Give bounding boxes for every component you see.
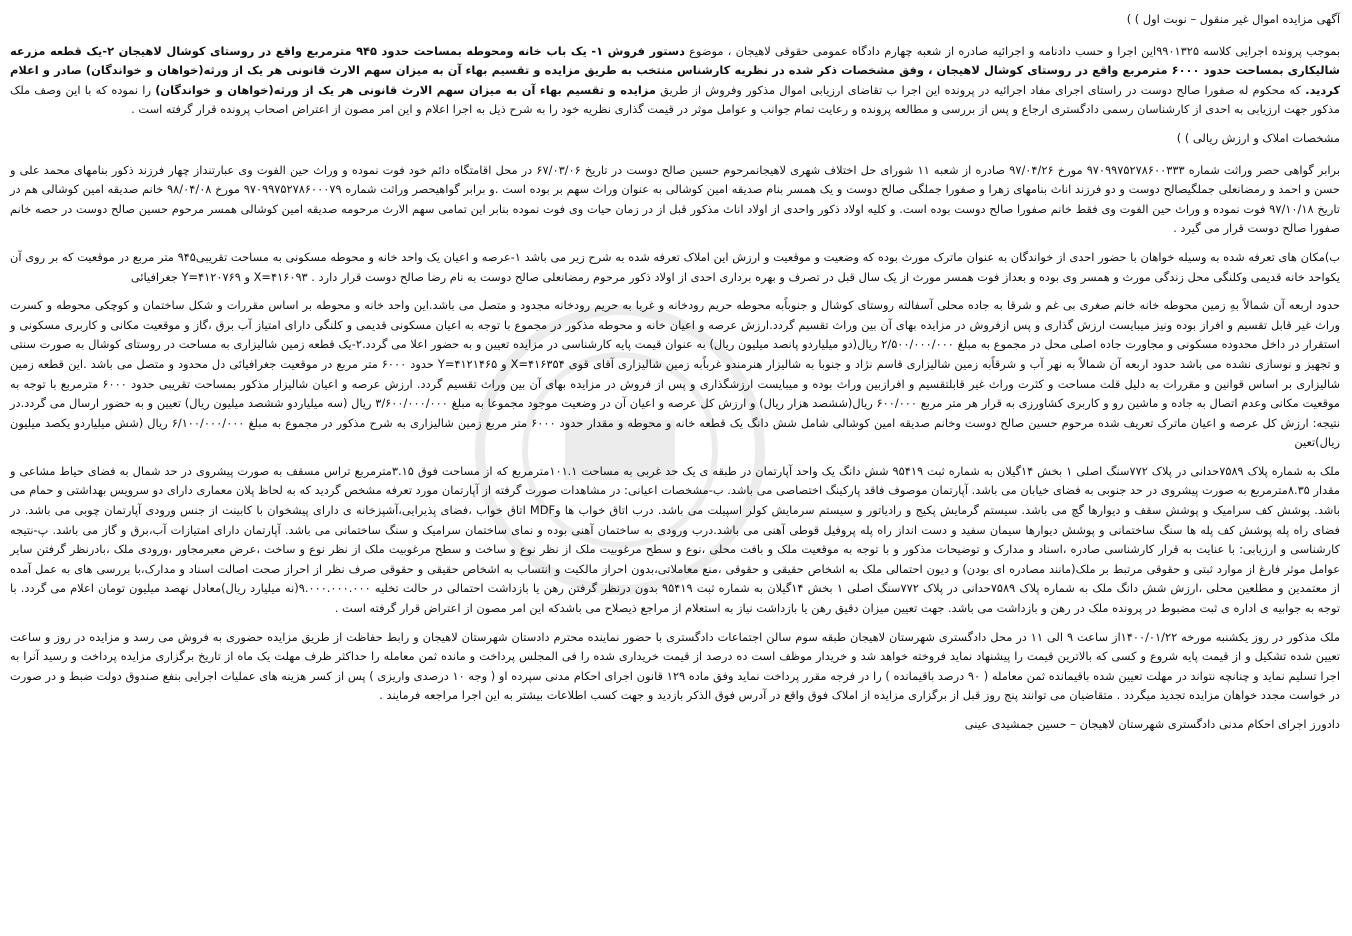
apartment-paragraph: ملک به شماره پلاک ۷۵۸۹حدانی در پلاک ۷۷۲سنگ اصلی ۱ بخش ۱۴گیلان به شماره ثبت ۹۵۴۱۹ شش دانگ یک واحد آپارتمان در طبقه ی یک حد غربی به مساحت ۱۰۱.۱مترمربع که از مساحت فوق ۳.۱۵مترمربع تراس مسقف به صورت پیشروی در حد شمال به فضای حیاط مشاعی و مقدار ۸.۳۵مترمربع به صورت پیشروی در حد جنوبی به فضای خیابان می باشد. آپارتمان موصوف فاقد پارکینگ اختصاصی می باشد. ب-مشخصات اعیانی: در مشاهدات صورت گرفته از آپارتمان مورد تعرفه مشخص گردید که به لحاظ پلان معماری دارای دو سرویس بهداشتی و حمام می باشد. پوشش کف سرامیک و پوشش سقف و دیوارها گچ می باشد. سیستم گرمایش پکیج و رادیاتور و سیستم سرمایش کولر اسپیلت می باشد. درب اتاق خواب ها وMDF اتاق خواب ،فضای پذیرایی،آشپزخانه ی دارای پیشخوان با کابینت از جنس ورودی آپارتمان چوبی می باشد. در فضای راه پله پوشش کف پله ها سنگ ساختمانی و پوشش دیوارها سیمان سفید و دست انداز راه پله پروفیل قوطی آهنی می باشد.درب ورودی به ساختمان آهنی بوده و نمای ساختمان سرامیک و سنگ ساختمانی می باشد. آپارتمان دارای امتیازات آب،برق و گاز می باشد. پ-نتیجه کارشناسی و ارزیابی: با عنایت به قرار کارشناسی صادره ،اسناد و مدارک و توضیحات مذکور و با توجه به موقعیت ملک و بافت محلی ،نوع و سطح مرغوبیت ملک از نظر نوع و ساخت و سطح مرغوبیت ملک از نظر نوع و ساخت ،عرض معبرمجاور ،ورودی ملک ،بادرنظر گرفتن سایر عوامل موثر فارغ از موارد ثبتی و حقوقی مرتبط بر ملک(مانند مصادره ای بودن) و دیون احتمالی ملک به اشخاص حقیقی و حقوقی ،منع معاملاتی،بدون احراز مالکیت و انتساب به اشخاص حقیقی و حقوقی صرف نظر از احراز صحت اصالت اسناد و مدارک،با بررسی های به عمل آمده از معتمدین و مطلعین محلی ،ارزش شش دانگ ملک به شماره پلاک ۷۵۸۹حدانی در پلاک ۷۷۲سنگ اصلی ۱ بخش ۱۴گیلان به شماره ثبت ۹۵۴۱۹ بدون درنظر گرفتن رهن یا بازداشت احتمالی در حالت تخلیه ۹.۰۰۰.۰۰۰.۰۰۰(نه میلیارد ریال)معادل نهصد میلیون تومان اعلام می گردد. با توجه به جوابیه ی اداره ی ثبت مضبوط در پرونده ملک در رهن و بازداشت می باشد. جهت تعیین میزان دقیق رهن یا بازداشت نیاز به استعلام از مراجع ذیصلاح می باشدکه این امر مصون از اعتراض قرار گرفته است .: [10, 463, 1340, 616]
notice-heading: آگهی مزایده اموال غیر منقول – نوبت اول ) ): [1126, 12, 1340, 26]
inheritance-paragraph: برابر گواهی حصر وراثت شماره ۹۷۰۹۹۷۵۲۷۸۶۰۰۳۳۳ مورخ ۹۷/۰۴/۲۶ صادره از شعبه ۱۱ شورای حل اختلاف شهری لاهیجانمرحوم حسین صالح دوست در تاریخ ۶۷/۰۳/۰۶ در محل اقامتگاه دائم خود فوت نموده و وراث حین الفوت وی عبارتنداز چهار فرزند ذکور بنامهای محمد علی و حسن و احمد و رمضانعلی جملگیصالح دوست و دو فرزند اناث بنامهای زهرا و صفورا جملگی صالح دوست و یک همسر بنام صدیقه امین کوشالی به عنوان وراث سهم بر بوده است .و برابر گواهیحصر وراثت شماره ۹۷۰۹۹۷۵۲۷۸۶۰۰۰۷۹ مورخ ۹۸/۰۴/۰۸ خانم صدیقه امین کوشالی هم در تاریخ ۹۷/۱۰/۱۸ فوت نموده و وراث حین الفوت وی فقط خانم صفورا صالح دوست بوده است. و کلیه اولاد ذکور واحدی از اولاد اناث مذکور قبل از در زمان حیات وی فوت نموده بنابر این تمامی سهم الارث مرحومه صدیقه امین کوشالی همسر مرحوم حسین صالح دوست در حصه خانم صفورا صالح دوست قرار می گیرد .: [10, 162, 1340, 236]
boundaries-valuation-paragraph: حدود اربعه آن شمالاً بهِ زمین محوطه خانه خانم صغری بی غم و شرقا به جاده محلی آسفالته روستای کوشال و جنوباًبه محوطه حریم رودخانه و غربا به حریم رودخانه مجدود و متصل می باشد.این واحد خانه و محوطه بر اساس مقررات و شکل ساختمان و کوچکی محوطه و کسرت وراث غیر قابل تقسیم و افراز بوده ونیز میبایست ارزش گذاری و پس ازفروش در مزایده بهای آن بین وراث تقسیم گردد.ارزش عرصه و اعیان خانه و محوطه مذکور در مجموع با توجه به اعیان مسکونی قدیمی و کلنگی دارای امتیاز آب برق ،گاز و موقعیت مکانی و کاربری مسکونی و استقرار در داخل محدوده مسکونی و مجاورت جاده اصلی محل در مجموع به مبلغ ۲/۵۰۰/۰۰۰/۰۰۰ ریال(دو میلیاردو پانصد میلیون ریال) به عنوان قیمت پایه کارشناسی در مزایده تعیین و به حضور اعلا می گردد.۲-یک قطعه زمین شالیزاری به مساحت در روستای کوشال به صورت سنتی و تجهیز و نوسازی نشده می باشد حدود اربعه آن شمالاً به نهر آب و شرقاًبه زمین شالیزاری قاسم نژاد و جنوبا به شالیزار هنرمندو غرباًبه زمین شالیزاری آقای قوی ۴۱۶۳۵۴=X و ۴۱۲۱۴۶۵=Y حدود ۶۰۰۰ متر مربع در موقعیت جغرافیائی دل محدود و متصل می باشد .این قطعه زمین شالیزاری بر اساس قوانین و مقررات به دلیل قلت مساحت و کثرت وراث غیر قابلتقسیم و افرازبین وراث بوده و میبایست ارزشگذاری و پس از فروش در مزایده بهای آن بین وراث تقسیم گردد. ارزش عرصه و اعیان شالیزار مذکور بمساحت تقریبی حدود ۶۰۰۰ مترمربع با توجه به موقعیت مکانی وعدم اتصال به جاده و ماشین رو و کاربری کشاورزی به قرار هر متر مربع ۶۰۰/۰۰۰ ریال(ششصد هزار ریال) و ارزش کل عرصه و اعیان آن در وضعیت موجود مجموعا به مبلغ ۳/۶۰۰/۰۰۰/۰۰۰ ریال (سه میلیاردو ششصد میلیون ریال) تعیین و به حضور ارسال می گردد.در نتیجه: ارزش کل عرصه و اعیان ماترک تعریف شده مرحوم حسین صالح دوست وخانم صدیقه امین کوشالی شامل شش دانگ یک قطعه خانه و محوطه و مقدار حدود ۶۰۰۰ متر مربع زمین شالیزاری به شرح مذکور در مجموع به مبلغ ۶/۱۰۰/۰۰۰/۰۰۰ ریال (شش میلیاردو یکصد میلیون ریال)تعین: [10, 298, 1341, 450]
auction-method-text: مزایده و تقسیم بهاء آن به میزان سهم الارث قانونی هر یک از ورثه(خواهان و خواندگان): [155, 82, 656, 97]
signature-line: دادورز اجرای احکام مدنی دادگستری شهرستان لاهیجان – حسین جمشیدی عینی: [964, 717, 1340, 731]
sale-order-text: دستور فروش ۱- یک باب خانه ومحوطه بمساحت حدود ۹۴۵ مترمربع واقع در روستای کوشال لاهیجان ۲-یک قطعه مزرعه شالیکاری بمساحت حدود ۶۰۰۰ مترمربع واقع در روستای کوشال لاهیجان ، وفق مشخصات ذکر شده در نظریه کارشناس منتخب به طریق مزایده و تقسیم بهاء آن به میزان سهم الارث قانونی هر یک از ورثه(خواهان و خواندگان) صادر و اعلام کردید.: [10, 43, 1340, 97]
auction-terms-paragraph: ملک مذکور در روز یکشنبه مورخه ۱۴۰۰/۰۱/۲۲از ساعت ۹ الی ۱۱ در محل دادگستری شهرستان لاهیجان طبقه سوم سالن اجتماعات دادگستری با حضور نماینده محترم دادستان شهرستان لاهیجان و رابط حفاظت از طریق مزایده حضوری به فروش می رسد و مزایده در روز و ساعت تعیین شده تشکیل و از قیمت پایه شروع و کسی که بالاترین قیمت را پیشنهاد نماید فروخته خواهد شد و خریدار موظف است ده درصد از قیمت خریداری شده را فی المجلس پرداخت و مانده ثمن معامله را حداکثر ظرف مهلت یک ماه از تاریخ برگزاری مزایده پرداخت و رسید آنرا به اجرا تسلیم نماید و چنانچه نتواند در مهلت تعیین شده باقیمانده ثمن معامله ( ۹۰ درصد باقیمانده ) را در فرجه مقرر پرداخت نماید وفق ماده ۱۲۹ قانون اجرای احکام مدنی سپرده او ( وجه ۱۰ درصدی واریزی ) پس از کسر هزینه های عملیات اجرایی بنفع صندوق دولت ضبط و در صورت در خواست مجدد خواهان مزایده تجدید میگردد . متقاضیان می توانند پنج روز قبل از برگزاری مزایده از املاک فوق واقع در آدرس فوق الذکر بازدید و جهت کسب اطلاعات بیشتر به این اجرا مراجعه فرمایند .: [10, 629, 1341, 703]
house-property-paragraph: ب)مکان های تعرفه شده به وسیله خواهان با حضور احدی از خواندگان به عنوان ماترک مورث بوده که وضعیت و موقعیت و ارزش این املاک تعرفه شده به شرح زیر می باشد ۱-عرصه و اعیان یک واحد خانه و محوطه مسکونی به مساحت تقریبی۹۴۵ متر مربع در موقعیت که بر روی آن یکواحد خانه قدیمی وکلنگی محل زندگی مورث و همسر وی بوده و بعداز فوت همسر مورث از یک سال قبل در تصرف و بهره برداری احدی از اولاد ذکور مرحوم رمضانعلی صالح دوست به نام رضا صالح دوست قرار دارد . ۴۱۶۰۹۳=X و ۴۱۲۰۷۶۹=Y جغرافیائی: [10, 249, 1341, 284]
notice-intro-paragraph: بموجب پرونده اجرایی کلاسه ۹۹۰۱۳۲۵این اجرا و حسب دادنامه و اجرائیه صادره از شعبه چهارم دادگاه عمومی حقوقی لاهیجان ، موضوع دستور فروش ۱- یک باب خانه ومحوطه بمساحت حدود ۹۴۵ مترمربع واقع در روستای کوشال لاهیجان ۲-یک قطعه مزرعه شالیکاری بمساحت حدود ۶۰۰۰ مترمربع واقع در روستای کوشال لاهیجان ، وفق مشخصات ذکر شده در نظریه کارشناس منتخب به طریق مزایده و تقسیم بهاء آن به میزان سهم الارث قانونی هر یک از ورثه(خواهان و خواندگان) صادر و اعلام کردید. که محکوم له صفورا صالح دوست در راستای اجرای مفاد اجرائیه در پرونده این اجرا ب تقاضای ارزیابی اموال مذکور وفروش از طریق مزایده و تقسیم بهاء آن به میزان سهم الارث قانونی هر یک از ورثه(خواهان و خواندگان) را نموده که با این وصف ملک مذکور جهت ارزیابی به احدی از کارشناسان رسمی دادگستری ارجاع و پس از بررسی و مطالعه پرونده و رعایت تمام جوانب و عوامل موثر در قیمت گذاری نظریه خود را به شرح ذیل به اجرا اعلام و این امر مصون از اعتراض اصحاب پرونده قرار گرفته است .: [10, 43, 1340, 117]
properties-heading: مشخصات املاک و ارزش ریالی ) ): [1176, 130, 1340, 145]
